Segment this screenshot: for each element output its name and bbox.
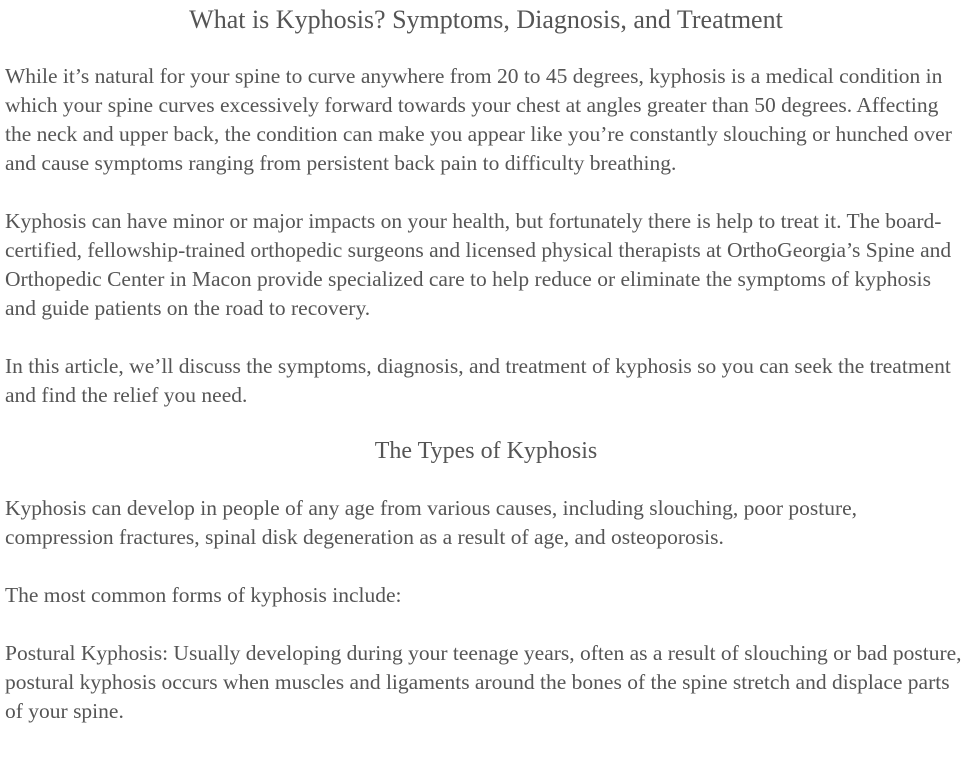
spacer bbox=[5, 410, 967, 436]
intro-paragraph-2: Kyphosis can have minor or major impacts on your health, but fortunately there is help to treat it. The board-certified, fellowship-trained orthopedic surgeons and licensed physical therapists at OrthoGeorgia’s Spine and Orthopedic Center in Macon provide specialized care to help reduce or eliminate the symptoms of kyphosis and guide patients on the road to recovery. bbox=[5, 209, 952, 320]
spacer bbox=[5, 552, 967, 581]
section-paragraph-2: The most common forms of kyphosis include: bbox=[5, 583, 402, 607]
spacer bbox=[5, 610, 967, 639]
section-paragraph-3: Postural Kyphosis: Usually developing during your teenage years, often as a result of slouching or bad posture, postural kyphosis occurs when muscles and ligaments around the bones of the spine stretch and displace parts of your spine. bbox=[5, 641, 962, 723]
intro-paragraph-1: While it’s natural for your spine to curve anywhere from 20 to 45 degrees, kyphosis is a medical condition in which your spine curves excessively forward towards your chest at angles greater than 50 degrees. Affecting the neck and upper back, the condition can make you appear like you’re constantly slouching or hunched over and cause symptoms ranging from persistent back pain to difficulty breathing. bbox=[5, 64, 952, 175]
spacer bbox=[5, 178, 967, 207]
intro-paragraph-3: In this article, we’ll discuss the symptoms, diagnosis, and treatment of kyphosis so you can seek the treatment and find the relief you need. bbox=[5, 354, 951, 407]
section-paragraph-1: Kyphosis can develop in people of any age from various causes, including slouching, poor posture, compression fractures, spinal disk degeneration as a result of age, and osteoporosis. bbox=[5, 496, 858, 549]
spacer bbox=[5, 35, 967, 62]
article-title: What is Kyphosis? Symptoms, Diagnosis, and Treatment bbox=[189, 5, 783, 34]
spacer bbox=[5, 466, 967, 494]
spacer bbox=[5, 323, 967, 352]
section-heading: The Types of Kyphosis bbox=[374, 438, 598, 464]
